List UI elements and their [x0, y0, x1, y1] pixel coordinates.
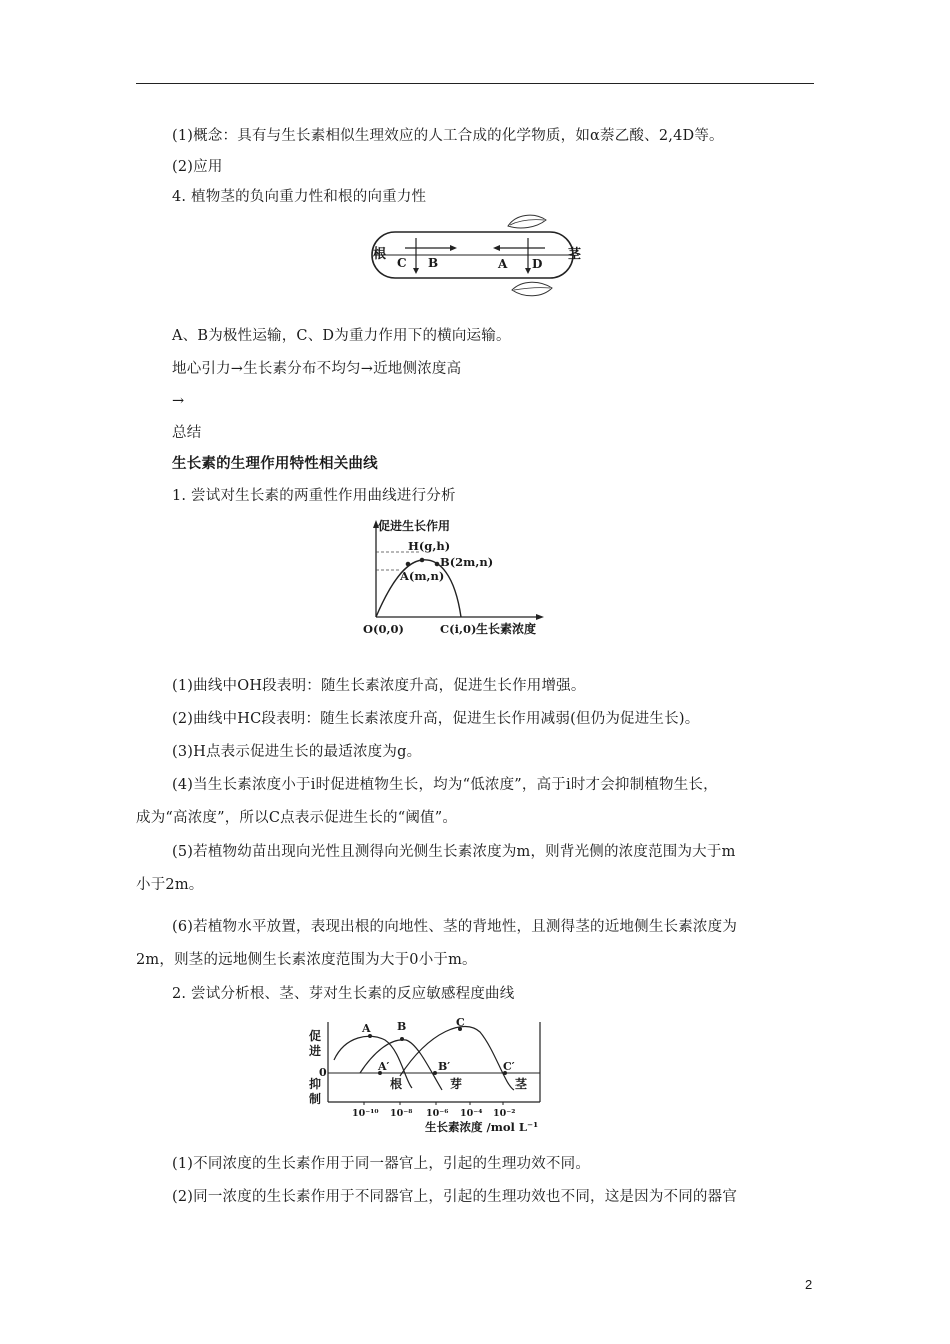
- y-label-zero: 0: [319, 1066, 327, 1079]
- text-line-q1: 1. 尝试对生长素的两重性作用曲线进行分析: [172, 488, 456, 504]
- y-label-inhibit-1: 抑: [309, 1077, 322, 1091]
- label-stem: 茎: [568, 247, 582, 262]
- y-axis-label: 促进生长作用: [378, 519, 451, 533]
- label-d: D: [532, 257, 543, 271]
- text-line-horizontal-1: (6)若植物水平放置，表现出根的向地性、茎的背地性，且测得茎的近地侧生长素浓度为: [172, 919, 738, 935]
- text-line-summary: 总结: [172, 425, 202, 441]
- text-line-phototropism-1: (5)若植物幼苗出现向光性且测得向光侧生长素浓度为m，则背光侧的浓度范围为大于m: [172, 844, 736, 860]
- label-bpt: B(2m,n): [440, 555, 494, 569]
- point-b-prime: [433, 1071, 437, 1075]
- tick-label-4: 10⁻⁴: [460, 1108, 483, 1119]
- y-label-promote-1: 促: [309, 1029, 322, 1043]
- page-number: 2: [805, 1277, 813, 1292]
- text-line-phototropism-2: 小于2m。: [136, 877, 204, 893]
- label-b: B: [428, 256, 439, 270]
- label-h: H(g,h): [408, 539, 451, 553]
- text-line-hc: (2)曲线中HC段表明：随生长素浓度升高，促进生长作用减弱(但仍为促进生长)。: [172, 711, 700, 727]
- label-root: 根: [373, 247, 387, 262]
- section-heading-gravitropism: 4. 植物茎的负向重力性和根的向重力性: [172, 189, 427, 205]
- text-line-q2: 2. 尝试分析根、茎、芽对生长素的反应敏感程度曲线: [172, 986, 515, 1002]
- y-label-promote-2: 进: [309, 1044, 322, 1058]
- text-line-threshold-2: 成为“高浓度”，所以C点表示促进生长的“阈值”。: [136, 810, 458, 826]
- text-line-horizontal-2: 2m，则茎的远地侧生长素浓度范围为大于0小于m。: [136, 952, 477, 968]
- label-c-prime: C′: [503, 1060, 515, 1073]
- y-label-inhibit-2: 制: [309, 1092, 322, 1106]
- tick-label-5: 10⁻²: [493, 1108, 516, 1119]
- point-a: [406, 562, 411, 567]
- label-a: A: [498, 257, 508, 271]
- label-a: A: [362, 1022, 371, 1035]
- label-b: B: [397, 1020, 407, 1033]
- leaf-bottom-icon: [512, 282, 552, 296]
- label-b-prime: B′: [438, 1060, 451, 1073]
- x-axis-label: 生长素浓度: [476, 622, 537, 636]
- label-a-prime: A′: [378, 1060, 390, 1073]
- leaf-top-icon: [508, 215, 546, 228]
- label-root: 根: [390, 1077, 403, 1091]
- dual-effect-curve-figure: [360, 514, 550, 644]
- text-line-same-concentration: (2)同一浓度的生长素作用于不同器官上，引起的生理功效也不同，这是因为不同的器官: [172, 1189, 738, 1205]
- section-heading-curves: 生长素的生理作用特性相关曲线: [172, 455, 378, 472]
- point-b: [435, 562, 440, 567]
- text-line-h: (3)H点表示促进生长的最适浓度为g。: [172, 744, 422, 760]
- text-line-application: (2)应用: [172, 159, 223, 175]
- label-stem: 茎: [515, 1077, 528, 1091]
- text-line-same-organ: (1)不同浓度的生长素作用于同一器官上，引起的生理功效不同。: [172, 1156, 591, 1172]
- tick-label-3: 10⁻⁶: [426, 1108, 449, 1119]
- text-line-gravity: 地心引力→生长素分布不均匀→近地侧浓度高: [172, 361, 462, 377]
- label-origin: O(0,0): [363, 622, 404, 636]
- gravitropism-diagram: [360, 210, 590, 305]
- organ-sensitivity-figure: [300, 1010, 560, 1135]
- text-line-transport: A、B为极性运输，C、D为重力作用下的横向运输。: [172, 328, 511, 344]
- label-c: C: [456, 1016, 465, 1029]
- tick-label-1: 10⁻¹⁰: [352, 1108, 379, 1119]
- x-axis-label: 生长素浓度 /mol L⁻¹: [425, 1120, 539, 1134]
- tick-label-2: 10⁻⁸: [390, 1108, 413, 1119]
- text-line-oh: (1)曲线中OH段表明：随生长素浓度升高，促进生长作用增强。: [172, 678, 586, 694]
- point-b: [400, 1037, 404, 1041]
- text-line-concept: (1)概念：具有与生长素相似生理效应的人工合成的化学物质，如α萘乙酸、2,4D等。: [172, 128, 724, 144]
- text-line-arrow: →: [172, 393, 185, 409]
- label-bud: 芽: [450, 1077, 463, 1091]
- label-c: C: [397, 256, 407, 270]
- header-rule: [136, 83, 814, 84]
- label-apt: A(m,n): [400, 569, 445, 583]
- text-line-threshold-1: (4)当生长素浓度小于i时促进植物生长，均为“低浓度”，高于i时才会抑制植物生长，: [172, 777, 718, 793]
- point-h: [420, 558, 425, 563]
- label-ci: C(i,0): [440, 622, 477, 636]
